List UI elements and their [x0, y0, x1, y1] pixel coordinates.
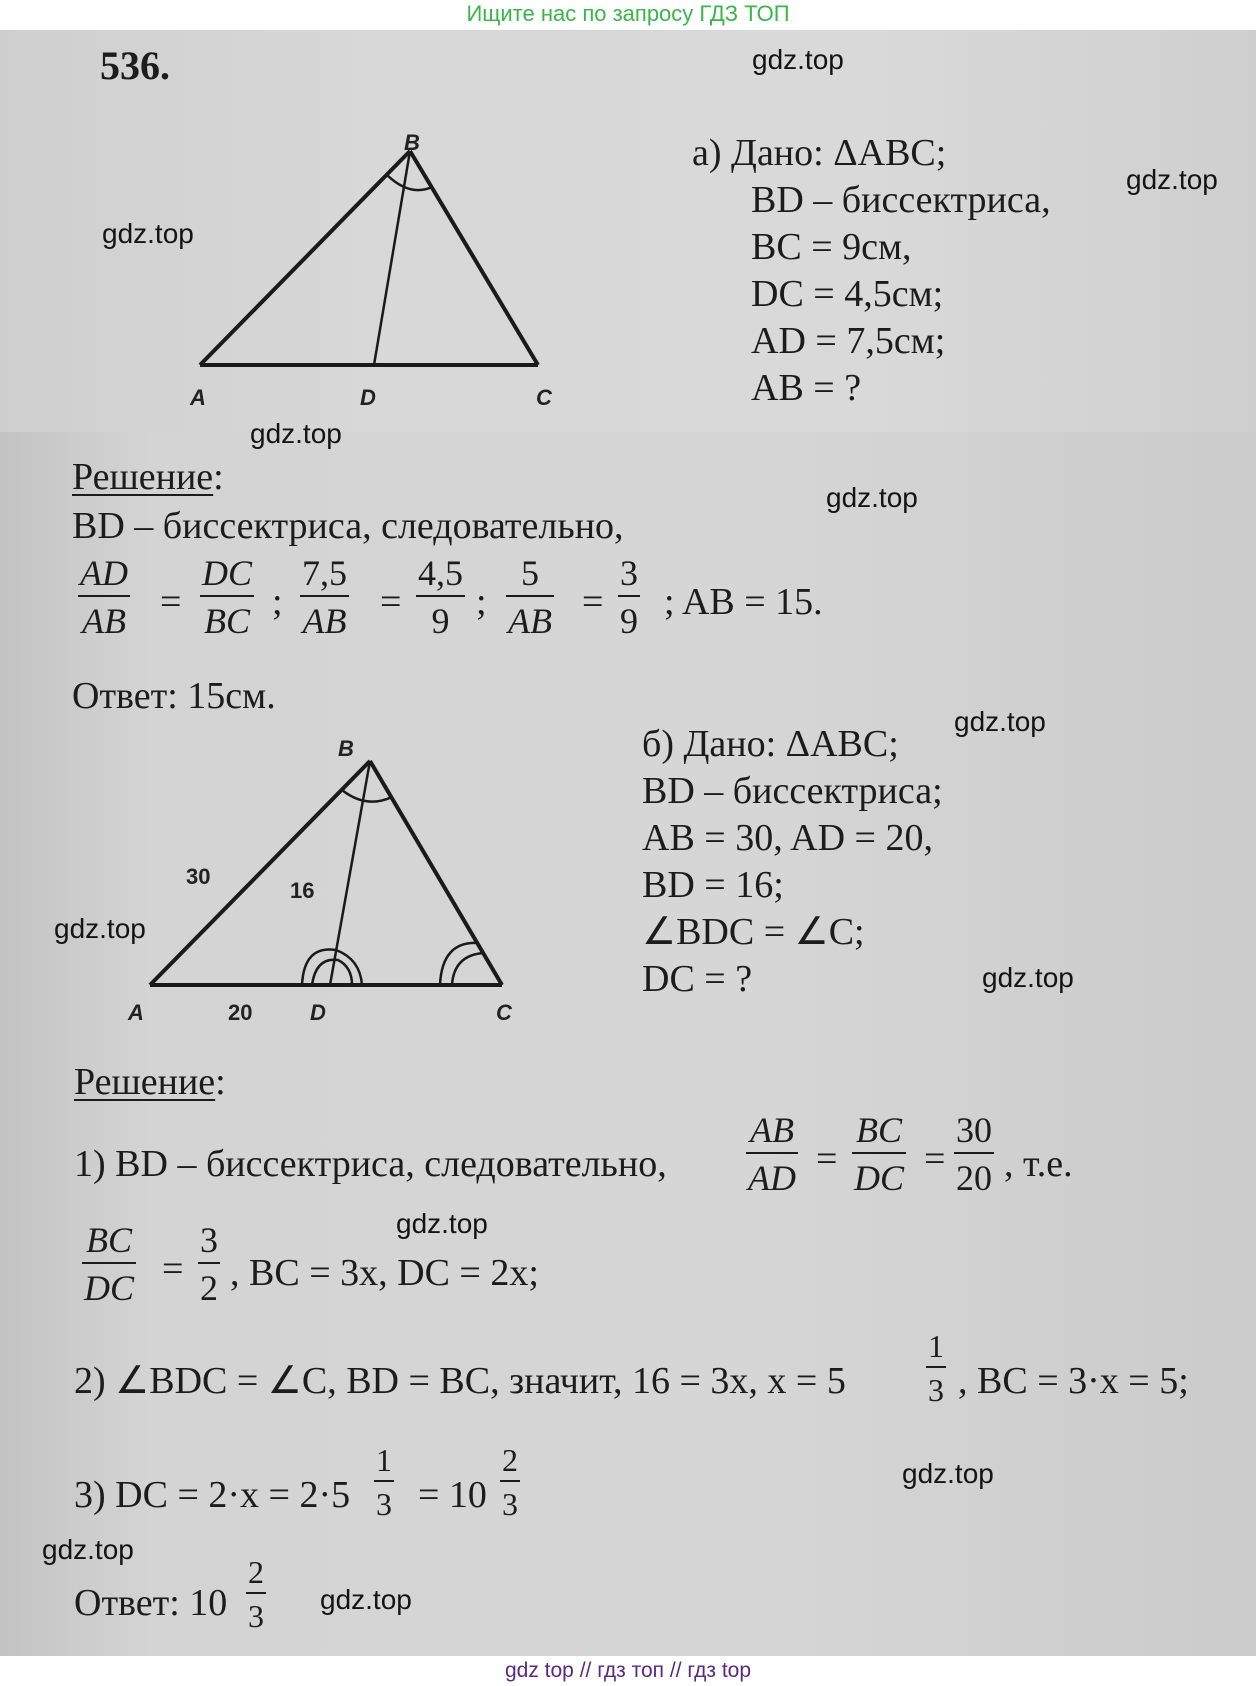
fraction-30-20: $\frac{30}{20}$: [956, 1110, 992, 1198]
label-a-d: D: [360, 385, 376, 410]
semicolon: ;: [272, 581, 283, 623]
fraction-3-2: $\frac{3}{2}$: [200, 1220, 218, 1308]
label-a-c: C: [536, 385, 552, 410]
equals-sign: =: [380, 581, 402, 623]
answer-b: Ответ: 10: [74, 1582, 228, 1624]
given-b-line-1: BD – биссектриса;: [642, 770, 943, 812]
fraction-3-9: $\frac{3}{9}$: [620, 553, 638, 641]
solution-b-step-2: 2) ∠BDC = ∠C, BD = BC, значит, 16 = 3x, x = 5: [74, 1360, 846, 1402]
watermark: gdz.top: [954, 706, 1046, 737]
angle-arc-c-2: [452, 953, 484, 985]
solution-a-heading: Решение:: [72, 456, 224, 498]
fraction-bc-dc-2: $\frac{BC}{DC}$: [84, 1220, 135, 1308]
label-b-bd-length: 16: [290, 878, 315, 903]
solution-b-step-3: 3) DC = 2·x = 2·5: [74, 1474, 351, 1516]
watermark: gdz.top: [902, 1458, 994, 1489]
step-1b-tail: , BC = 3x, DC = 2x;: [230, 1252, 539, 1294]
fraction-bc-dc: $\frac{BC}{DC}$: [854, 1110, 905, 1198]
given-b-line-0: б) Дано: ΔABC;: [642, 723, 899, 765]
step-1-tail: , т.е.: [1004, 1143, 1073, 1185]
watermark: gdz.top: [250, 418, 342, 449]
fraction-45-9: $\frac{4,5}{9}$: [418, 553, 463, 641]
watermark: gdz.top: [826, 482, 918, 513]
top-banner: Ищите нас по запросу ГДЗ ТОП: [466, 1, 790, 26]
given-a-line-4: AD = 7,5см;: [751, 320, 946, 362]
fraction-5-ab: $\frac{5}{AB}$: [508, 553, 552, 641]
label-b-d: D: [310, 1000, 326, 1025]
fraction-ab-ad: $\frac{AB}{AD}$: [748, 1110, 796, 1198]
given-b-line-4: ∠BDC = ∠C;: [642, 911, 865, 953]
given-b-line-2: AB = 30, AD = 20,: [642, 817, 933, 859]
equals-sign: =: [582, 581, 604, 623]
fraction-2-3-answer: $\frac{2}{3}$: [248, 1554, 264, 1634]
step-3-mid: = 10: [418, 1474, 487, 1516]
fraction-75-ab: $\frac{7,5}{AB}$: [302, 553, 347, 641]
equals-sign: =: [162, 1248, 184, 1290]
step-2-tail: , BC = 3·x = 5;: [958, 1360, 1189, 1402]
fraction-2-3: $\frac{2}{3}$: [502, 1442, 518, 1522]
label-a-b: B: [404, 130, 420, 155]
problem-number: 536.: [100, 43, 170, 88]
given-a-line-5: AB = ?: [751, 367, 862, 409]
watermark: gdz.top: [1126, 164, 1218, 195]
solution-a-line-1: BD – биссектриса, следовательно,: [72, 505, 624, 547]
side-bc: [410, 151, 538, 365]
semicolon: ;: [476, 581, 487, 623]
watermark: gdz.top: [752, 44, 844, 75]
fraction-1-3: $\frac{1}{3}$: [928, 1328, 944, 1408]
result-ab: ; AB = 15.: [664, 581, 823, 623]
label-b-b: B: [338, 736, 354, 761]
answer-a: Ответ: 15см.: [72, 675, 276, 717]
watermark: gdz.top: [54, 913, 146, 944]
given-b-line-5: DC = ?: [642, 958, 753, 1000]
watermark: gdz.top: [396, 1208, 488, 1239]
given-a-line-2: BC = 9см,: [751, 226, 912, 268]
triangle-figure-a: [170, 125, 550, 395]
label-a-a: A: [190, 385, 206, 410]
watermark: gdz.top: [320, 1584, 412, 1615]
label-b-a: A: [128, 1000, 144, 1025]
label-b-c: C: [496, 1000, 512, 1025]
solution-b-step-1: 1) BD – биссектриса, следовательно,: [74, 1143, 667, 1185]
given-a-line-3: DC = 4,5см;: [751, 273, 944, 315]
given-b-line-3: BD = 16;: [642, 864, 784, 906]
equals-sign: =: [924, 1138, 946, 1180]
side-bc: [370, 761, 502, 985]
given-a-line-0: а) Дано: ΔABC;: [692, 132, 947, 174]
watermark: gdz.top: [42, 1534, 134, 1565]
given-a-line-1: BD – биссектриса,: [751, 179, 1051, 221]
watermark: gdz.top: [102, 218, 194, 249]
bottom-banner: gdz top // гдз топ // гдз top: [504, 1659, 752, 1682]
equals-sign: =: [160, 581, 182, 623]
label-b-ab-length: 30: [186, 864, 211, 889]
fraction-dc-bc: $\frac{DC}{BC}$: [202, 553, 253, 641]
fraction-1-3-b: $\frac{1}{3}$: [376, 1442, 392, 1522]
solution-b-heading: Решение:: [74, 1061, 226, 1103]
angle-arc-b: [342, 790, 392, 802]
fraction-ad-ab: $\frac{AD}{AB}$: [80, 553, 128, 641]
label-b-ad-length: 20: [228, 1000, 253, 1025]
watermark: gdz.top: [982, 962, 1074, 993]
equals-sign: =: [816, 1138, 838, 1180]
